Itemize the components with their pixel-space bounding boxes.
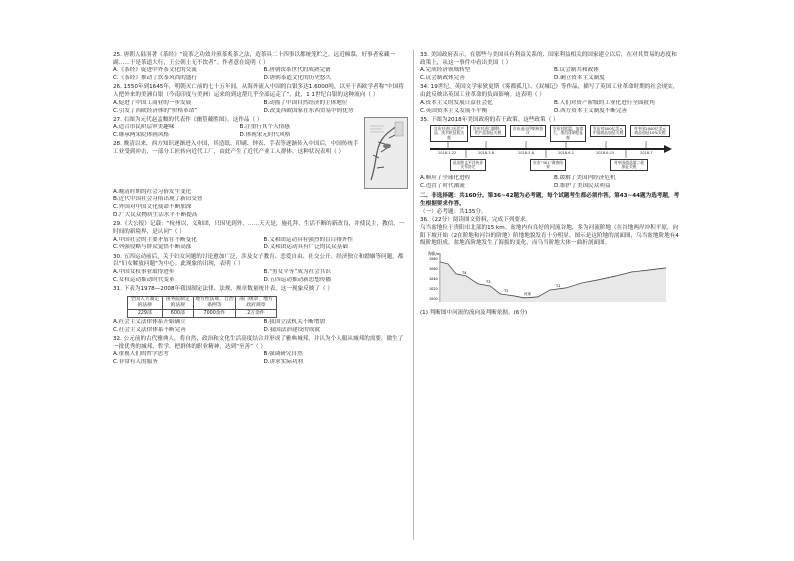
option-a[interactable]: A.完成经济领域转型	[420, 67, 471, 74]
option-b[interactable]: B.缓解了美国内经济危机	[554, 175, 616, 182]
question-29	[113, 221, 408, 252]
timeline-event-lower: 退出跨太平洋伙伴关系协定	[450, 159, 486, 171]
option-a[interactable]: A.重视人们的哲学思考	[113, 351, 169, 358]
option-c[interactable]: C.外国对中国文化使命不断加深	[113, 204, 192, 211]
option-b[interactable]: B.“男女平等”成为社会共识	[263, 268, 331, 275]
option-d[interactable]: D.体现宋元时代风格	[239, 132, 291, 139]
policy-timeline	[426, 125, 676, 173]
timeline-event-lower: 对中国商品第二轮加征关税	[610, 159, 648, 171]
option-b[interactable]: B.义和团运动具有强烈的盲目排外性	[263, 236, 354, 243]
timeline-date: 2018.6.1	[558, 151, 575, 156]
question-stem: 29.《大公报》记载：“杭州以，义和团，只因见到外，……天天是，施礼拜，生活不断的新改良，并使民主，教信，一时间的新境界，是认同”（ ）	[113, 221, 405, 235]
question-36-heading: 36.（22分）阅读图文资料，完成下列要求。	[420, 217, 532, 224]
option-b[interactable]: B.我国立法机关不断增加	[263, 318, 326, 325]
question-28	[113, 141, 360, 156]
question-stem: 33. 美国政府表示，在那些与美国具有利益关系的、国家利益相关的国家建立以后，在对其贸易的态度和政策上，从这一事件中看出美国（ ）	[420, 52, 677, 66]
timeline-event: 宣布对欧盟、加拿大、墨西哥钢铝征税	[550, 125, 586, 141]
question-27	[113, 117, 360, 140]
timeline-event: 宣布对进口光伏产品、洗衣机征收关税	[430, 125, 468, 141]
option-d[interactable]: D.讲求实际功利	[263, 358, 304, 365]
table-cell: 7000余件	[193, 310, 235, 318]
terrace-label: T4	[462, 270, 467, 275]
option-c[interactable]: C.引发了西欧经济体的“价格革命”	[113, 107, 198, 114]
terrace-label: T2	[504, 288, 509, 293]
timeline-date: 2018.1.22	[438, 151, 457, 156]
table-header: 部门规章、地方政府规章	[235, 296, 276, 310]
profile-ylabel: 海拔/m	[428, 250, 441, 256]
question-stem: 26. 1550年到1645年，明朝灭亡前的七十五年间，从海外流入中国的白银多达1.6000吨，以至于西欧学者称“中国将人把外来的美洲白银（今南印度与美洲）运来的到这帮几乎全部运走了”。此，1 1世纪白银的这种流向（ ）	[113, 84, 404, 99]
left-column	[113, 52, 408, 368]
option-c[interactable]: C.列强侵略与群众觉悟不断高涨	[113, 244, 192, 251]
question-stem: 34. 19世纪，英国文学家狄更斯《雾都孤儿》、《双城记》等作品，描写了英国工业革命时期的社会现实，由此反映出英国工业革命的负面影响。这表明（ ）	[420, 84, 679, 99]
question-35	[420, 117, 682, 191]
y-tick: 1000	[429, 296, 438, 301]
option-b[interactable]: B.近代中国社会习俗出现了新旧交替	[113, 196, 203, 203]
question-33	[420, 52, 682, 83]
table-header: 全国人大制定的法律	[128, 296, 163, 310]
terrace-label: T3	[486, 279, 491, 284]
timeline-event-lower: 宣布“301”调查结果	[530, 159, 566, 171]
option-d[interactable]: D.确立资本主义制度	[554, 75, 605, 82]
option-a[interactable]: A.促进了中国工商业的一步发展	[113, 99, 192, 106]
timeline-event: 对中国2000亿美元商品加征10%关税	[630, 125, 670, 137]
table-cell: 600部	[162, 310, 193, 318]
option-d[interactable]: D.西方资本主义制度不断完善	[554, 107, 628, 114]
question-31	[113, 286, 408, 334]
option-c[interactable]: C.英国资本主义发展不平衡	[420, 107, 488, 114]
table-header: 地方性法规、自治条例等	[195, 297, 234, 308]
option-a[interactable]: A.晚清时期的社会习俗发生变化	[113, 188, 192, 195]
option-d[interactable]: D.维护了美国民众利益	[554, 183, 611, 190]
terrace-profile-diagram	[426, 250, 671, 306]
timeline-event: 宣布对进口钢铁、铝产品加征关税	[470, 125, 506, 137]
y-tick: 1080	[429, 256, 438, 261]
option-c[interactable]: C.违背了时代潮流	[420, 183, 465, 190]
question-stem: 31. 下表为1978—2008年我国制定法律、法规、规章数量统计表。这一现象反映了（ ）	[113, 285, 333, 292]
question-36-text: 乌当盆地位于贵阳市北部的15 km。盆地内有良好的河流谷地，多为河流阶地（在谷地两岸冲积平原，向阳下坡开始（2在阶地和河谷的阶地）阶地地貌发育十分明显。图示是这阶地的剖面图，乌当盆地阶地有4级阶地组成。盆地高阶地发生了海拔的变化，而乌当阶地大体一曲折剖面图。	[420, 224, 679, 247]
option-c[interactable]: C.非常有人的服务	[113, 358, 158, 365]
river-bed-label: 河床	[524, 291, 532, 296]
question-stem: 27. 右图为元代赵孟頫的代表作《幽篁戴胜图》。这作品（ ）	[113, 116, 263, 123]
option-d[interactable]: D.义和团运动具有广泛的民众基础	[263, 244, 348, 251]
question-stem: 35. 下图为2018年美国政府的若干政策。这些政策（ ）	[420, 116, 559, 123]
timeline-date: 2018.7	[640, 151, 653, 156]
option-b[interactable]: B.注重行其个人情感	[239, 124, 290, 131]
option-a[interactable]: A.社会主义法律体系开始确立	[113, 318, 186, 325]
option-a[interactable]: A.资本主义的发展日益社会化	[420, 99, 493, 106]
option-d[interactable]: D.我国法治建设的成就	[263, 326, 320, 333]
timeline-date: 2018.5.8	[518, 151, 535, 156]
question-25	[113, 52, 408, 83]
timeline-event: 宣布对500亿美元中国商品加征关税	[590, 125, 626, 137]
y-tick: 1020	[429, 286, 438, 291]
option-d[interactable]: D.改变西欧国家在东西贸易中的优势	[263, 107, 354, 114]
option-a[interactable]: A.中国社会的主要矛盾在不断变化	[113, 236, 197, 243]
option-c[interactable]: C.社会主义法律体系不断完善	[113, 326, 186, 333]
question-26	[113, 84, 408, 115]
column-divider	[413, 50, 414, 540]
required-note: （一）必考题：共135分。	[420, 209, 487, 216]
question-stem: 28. 晚清以来，西方知识逐渐进入中国，其造纸、印刷、钟表、手表等逐渐传入中国后，中国传统手工业受到冲击，一部分工匠转向近代工厂，由此产生了近代产业工人群体。这种状况表明（ ）	[113, 141, 359, 156]
option-d[interactable]: D.五四运动推动新思想传播	[263, 276, 332, 283]
option-c[interactable]: C.女权运动推动时代变革	[113, 276, 175, 283]
question-stem: 25. 唐朝人陆羽著《茶经》“说茶之功效并煎茶炙茶之法，造茶具二十四事以都统笼贮之。远近倾慕，好事者家藏一副……于是茶道大行，王公朝士无不饮者”。作者意在说明（ ）	[113, 52, 396, 66]
option-b[interactable]: B.动摇了中国自然经济的主体地位	[263, 99, 348, 106]
option-a[interactable]: A.《茶经》促进中外茶文化的交流	[113, 67, 197, 74]
option-a[interactable]: A.适合市民阶层审美趣味	[113, 124, 175, 131]
question-34	[420, 84, 682, 115]
terrace-label: T1	[556, 283, 561, 288]
y-tick: 1060	[429, 266, 438, 271]
question-stem: 30. 五四运动前后，关于妇女问题的讨论愈加广泛，涉及女子教育、恋爱自由、社交公开、经济独立和婚姻等问题，都以“妇女解放问题”为中心。此现象的出现，表明（ ）	[113, 253, 404, 268]
option-a[interactable]: A.顺应了全球化进程	[420, 175, 471, 182]
timeline-date: 2018.6.15	[596, 151, 615, 156]
option-b[interactable]: B.唐朝饮茶世代的成熟完备	[263, 67, 331, 74]
option-b[interactable]: B.强调研究自然	[263, 351, 303, 358]
option-a[interactable]: A.中国女权事业取得进步	[113, 268, 175, 275]
section-heading: 二、非选择题：共160分。第36~42题为必考题，每个试题考生都必须作答。第43~44题为选考题，考生根据要求作答。	[420, 192, 680, 207]
painting-image	[364, 117, 408, 189]
option-d[interactable]: D.广大民众物质生活水平不断提高	[113, 211, 198, 218]
question-28-options	[113, 189, 408, 220]
y-tick: 1040	[429, 276, 438, 281]
timeline-event: 宣布退出伊朗核协议	[510, 125, 546, 137]
option-c[interactable]: C.继承两宋院体画风格	[113, 132, 170, 139]
option-b[interactable]: B.人们对资产阶级的工业化进行全面批判	[554, 99, 655, 106]
question-36-sub: (1) 判断图中河流的流向及判断依据。(6分)	[420, 309, 528, 316]
question-32	[113, 336, 408, 367]
option-c[interactable]: C.议会制政体完善	[420, 75, 465, 82]
question-30	[113, 254, 408, 285]
option-d[interactable]: D.唐朝茶道文化的历史悠久	[263, 75, 332, 82]
law-count-table	[127, 296, 277, 318]
table-cell: 229部	[128, 310, 163, 318]
option-c[interactable]: C.《茶经》推动了饮茶风尚的盛行	[113, 75, 197, 82]
table-cell: 2万余件	[235, 310, 276, 318]
table-header: 国务院制定的法规	[162, 296, 193, 310]
question-stem: 32. 公元前的古代雅典人，将自然，政治和文化生活高度结合并形成了雅典城邦，并认为个人服从城邦的需要，做生了一批优秀的城邦、哲学，把群体的职业精神，达到“至善”（ ）	[113, 335, 404, 350]
option-b[interactable]: B.议会制共和政体	[554, 67, 599, 74]
right-column	[420, 52, 682, 317]
timeline-date: 2018.3.8	[478, 151, 495, 156]
